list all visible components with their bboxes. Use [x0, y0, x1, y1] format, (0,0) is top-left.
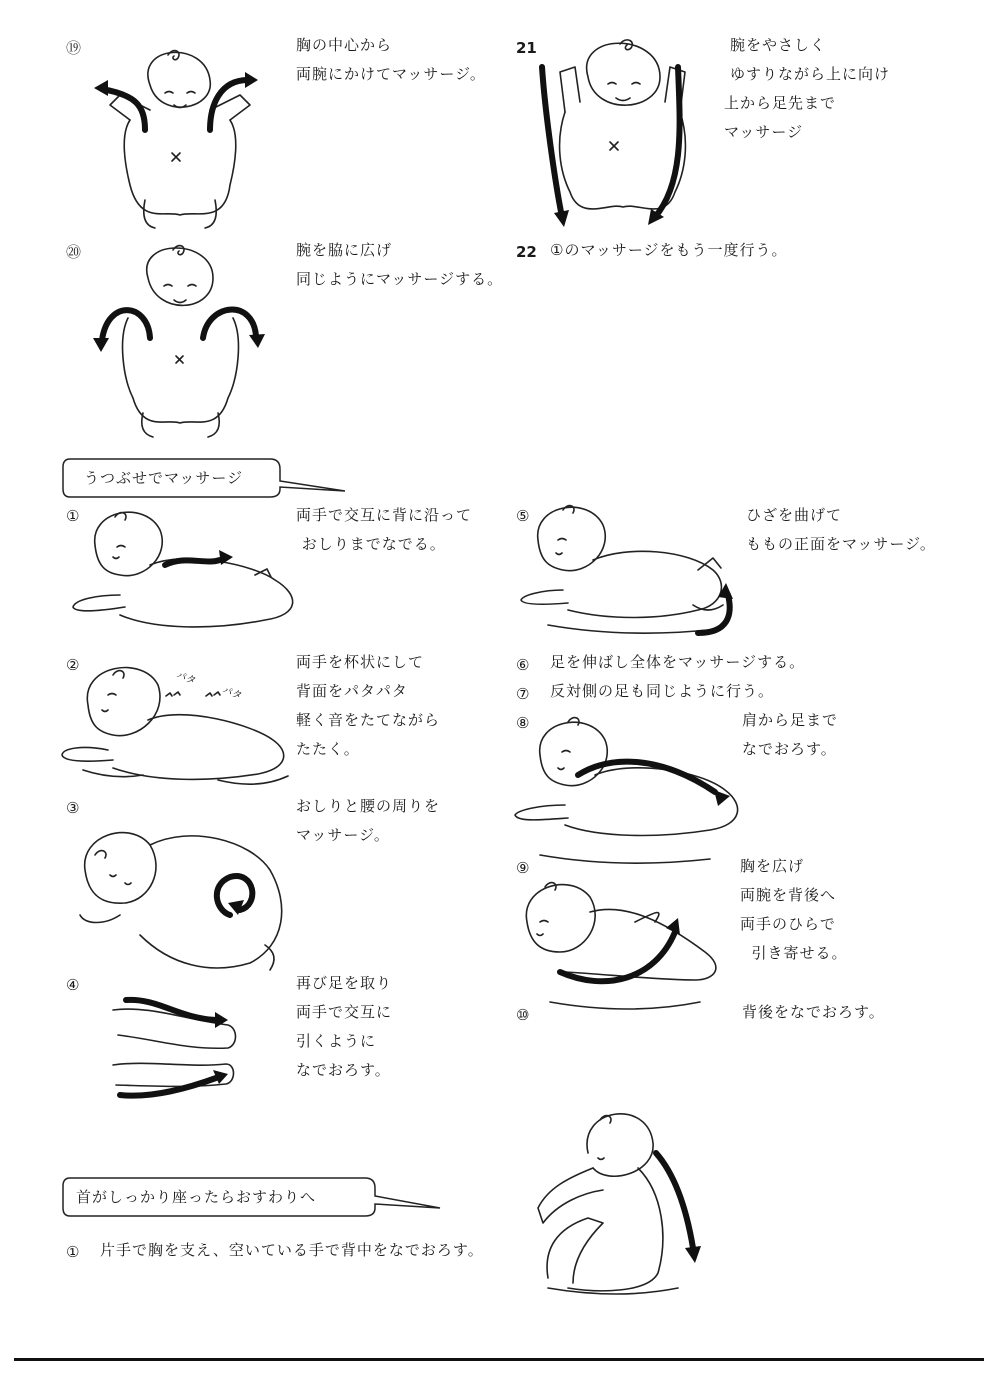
step-number: ⑧	[516, 714, 530, 732]
step-8-text-line: 肩から足まで	[742, 711, 839, 729]
step-9-text-line: 両手のひらで	[740, 915, 836, 933]
step-22-text: ①のマッサージをもう一度行う。	[550, 241, 788, 259]
step-21-text-line: 上から足先まで	[724, 94, 837, 112]
step-3-text-line: マッサージ。	[296, 826, 390, 844]
step-number: ⑦	[516, 685, 530, 703]
step-2-text-line: 背面をパタパタ	[296, 682, 408, 700]
baby-prone-illustration	[58, 650, 293, 800]
step-19-text-line: 胸の中心から	[296, 36, 393, 54]
step-number: ⑳	[66, 243, 82, 261]
step-number: ①	[66, 1243, 80, 1261]
section-title: 首がしっかり座ったらおすわりへ	[76, 1188, 317, 1206]
step-21-text-line: マッサージ	[724, 123, 804, 141]
step-number: ⑤	[516, 507, 530, 525]
pata-sound-label: パタ	[220, 684, 244, 703]
step-number: ⑩	[516, 1006, 530, 1024]
step-4-text-line: なでおろす。	[296, 1061, 391, 1079]
baby-supine-illustration	[520, 22, 715, 237]
pata-sound-label: パタ	[174, 669, 198, 688]
step-1-text-line: 両手で交互に背に沿って	[296, 506, 473, 524]
step-21-text-line: ゆすりながら上に向け	[730, 65, 891, 83]
footer-rule	[14, 1358, 984, 1361]
step-number: ②	[66, 656, 80, 674]
step-19-text-line: 両腕にかけてマッサージ。	[296, 65, 486, 83]
step-4-text-line: 両手で交互に	[296, 1003, 393, 1021]
step-20-text-line: 腕を脇に広げ	[296, 241, 393, 259]
step-number: 22	[516, 243, 537, 261]
step-21-text-line: 腕をやさしく	[730, 36, 827, 54]
step-9-text-line: 引き寄せる。	[740, 944, 848, 962]
step-2-text-line: たたく。	[296, 740, 360, 758]
step-number: 21	[516, 39, 537, 57]
step-8-text-line: なでおろす。	[742, 740, 837, 758]
step-2-text-line: 両手を杯状にして	[296, 653, 425, 671]
baby-prone-illustration	[70, 815, 300, 975]
step-2-text-line: 軽く音をたてながら	[296, 711, 441, 729]
baby-leg-massage-illustration	[108, 990, 248, 1110]
baby-prone-illustration	[515, 862, 740, 1022]
baby-prone-illustration	[518, 495, 748, 640]
step-number: ⑨	[516, 859, 530, 877]
sitting-step-1-text: 片手で胸を支え、空いている手で背中をなでおろす。	[100, 1241, 484, 1259]
step-4-text-line: 引くように	[296, 1032, 377, 1050]
step-number: ④	[66, 976, 80, 994]
step-20-text-line: 同じようにマッサージする。	[296, 270, 504, 288]
step-5-text-line: ひざを曲げて	[746, 506, 843, 524]
baby-supine-illustration	[90, 25, 270, 235]
step-5-text-line: ももの正面をマッサージ。	[746, 535, 936, 553]
baby-sitting-illustration	[528, 1098, 718, 1303]
step-4-text-line: 再び足を取り	[296, 974, 393, 992]
step-1-text-line: おしりまでなでる。	[296, 535, 446, 553]
step-number: ⑲	[66, 39, 82, 57]
step-3-text-line: おしりと腰の周りを	[296, 797, 441, 815]
step-9-text-line: 両腕を背後へ	[740, 886, 837, 904]
step-10-text: 背後をなでおろす。	[742, 1003, 885, 1021]
step-number: ⑥	[516, 656, 530, 674]
baby-supine-illustration	[88, 238, 273, 443]
baby-prone-illustration	[510, 710, 750, 870]
step-9-text-line: 胸を広げ	[740, 857, 805, 875]
baby-prone-illustration	[65, 495, 305, 635]
section-title: うつぶせでマッサージ	[84, 469, 244, 487]
step-6-text: 足を伸ばし全体をマッサージする。	[550, 653, 806, 671]
step-7-text: 反対側の足も同じように行う。	[550, 682, 775, 700]
step-number: ①	[66, 507, 80, 525]
step-number: ③	[66, 799, 80, 817]
